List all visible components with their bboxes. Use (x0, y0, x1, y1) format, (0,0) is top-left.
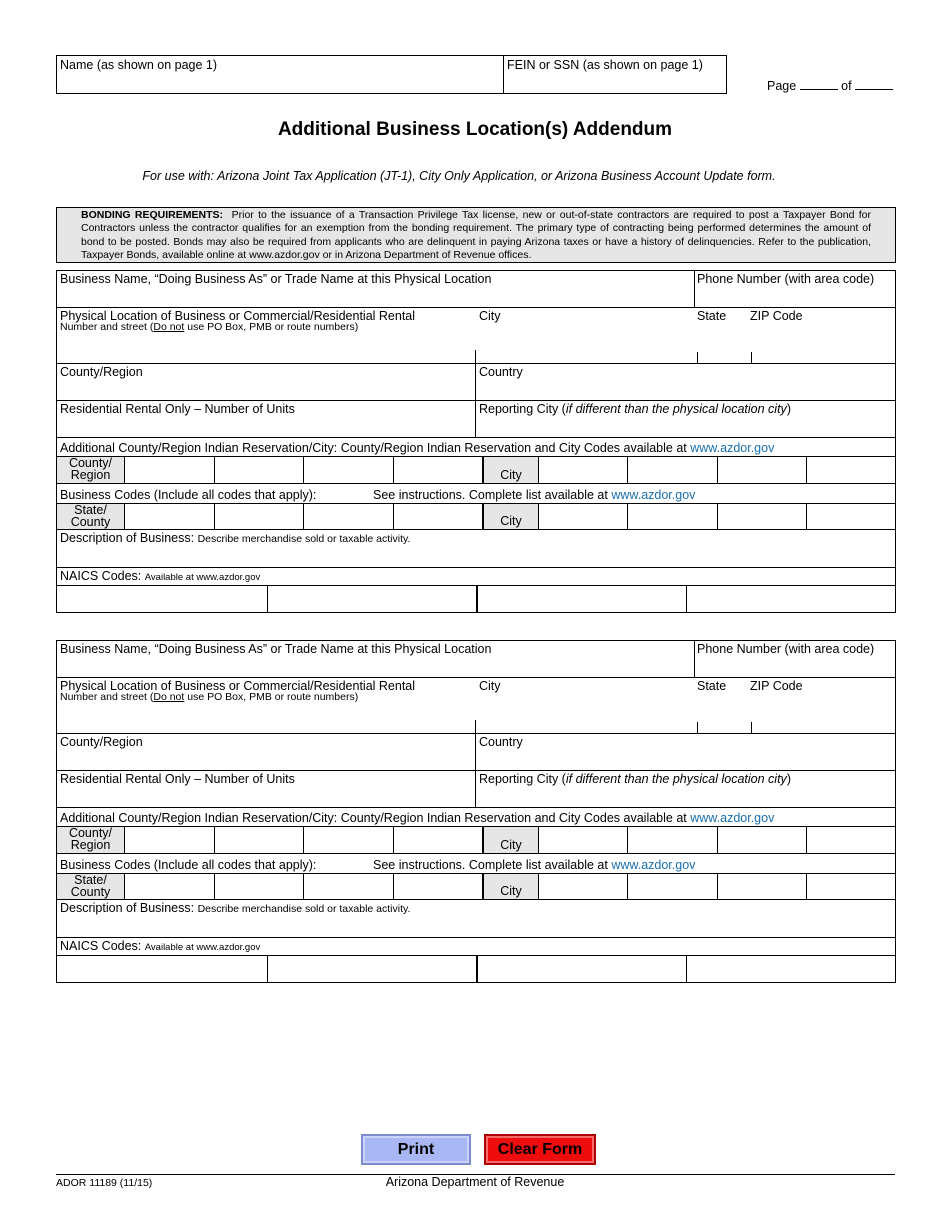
residential-units-label: Residential Rental Only – Number of Units (60, 402, 295, 416)
county-region-cell-label: County/ Region (68, 456, 113, 482)
country-label: Country (479, 735, 523, 749)
city-cell-label: City (500, 838, 522, 852)
city-input[interactable] (479, 335, 693, 351)
residential-units-label: Residential Rental Only – Number of Units (60, 772, 295, 786)
county-region-input[interactable] (60, 381, 472, 398)
zip-input[interactable] (754, 705, 892, 721)
page-total-field[interactable] (855, 80, 893, 90)
reporting-city-input[interactable] (479, 418, 892, 435)
street-label: Number and street (Do not use PO Box, PMB or route numbers) (60, 321, 359, 333)
zip-label: ZIP Code (750, 309, 803, 323)
page-title: Additional Business Location(s) Addendum (277, 119, 673, 140)
city-cell-label: City (500, 884, 522, 898)
page-subtitle: For use with: Arizona Joint Tax Application (JT-1), City Only Application, or Arizona Business Account Update form. (142, 169, 776, 183)
state-input[interactable] (700, 705, 748, 721)
zip-label: ZIP Code (750, 679, 803, 693)
description-label: Description of Business: Describe merchandise sold or taxable activity. (60, 531, 411, 545)
phone-label: Phone Number (with area code) (697, 272, 875, 286)
naics-label: NAICS Codes: Available at www.azdor.gov (60, 569, 261, 583)
units-input[interactable] (60, 418, 472, 435)
fein-label: FEIN or SSN (as shown on page 1) (507, 58, 703, 72)
location-block (56, 640, 896, 983)
street-label: Number and street (Do not use PO Box, PMB or route numbers) (60, 691, 359, 703)
business-codes-instructions: See instructions. Complete list available at www.azdor.gov (373, 488, 696, 502)
county-region-label: County/Region (60, 365, 143, 379)
phone-input[interactable] (697, 288, 892, 305)
business-codes-label: Business Codes (Include all codes that apply): (60, 488, 317, 502)
print-button[interactable]: Print (361, 1134, 471, 1165)
page-label: Page (767, 79, 797, 93)
reporting-city-label: Reporting City (if different than the physical location city) (479, 772, 791, 786)
city-input[interactable] (479, 705, 693, 721)
units-input[interactable] (60, 788, 472, 805)
state-label: State (697, 679, 727, 693)
business-name-input[interactable] (60, 658, 690, 675)
reporting-city-label: Reporting City (if different than the physical location city) (479, 402, 791, 416)
page-number-field[interactable] (800, 80, 838, 90)
zip-input[interactable] (754, 335, 892, 351)
location-block (56, 270, 896, 613)
name-label: Name (as shown on page 1) (60, 58, 218, 72)
city-label: City (479, 679, 501, 693)
name-field-box[interactable] (56, 55, 504, 94)
bonding-heading: BONDING REQUIREMENTS: (81, 209, 223, 221)
naics-label: NAICS Codes: Available at www.azdor.gov (60, 939, 261, 953)
state-county-cell-label: State/ County (70, 873, 111, 899)
fein-field-box[interactable] (503, 55, 727, 94)
azdor-link[interactable]: www.azdor.gov (690, 441, 775, 455)
bonding-requirements (56, 207, 896, 263)
additional-jurisdiction-label: Additional County/Region Indian Reservation/City: County/Region Indian Reservation and City Codes available at www.azdor.gov (60, 441, 775, 455)
state-label: State (697, 309, 727, 323)
azdor-link[interactable]: www.azdor.gov (611, 488, 696, 502)
form-id: ADOR 11189 (11/15) (56, 1177, 153, 1189)
page-number (767, 79, 893, 93)
city-label: City (479, 309, 501, 323)
business-name-input[interactable] (60, 288, 690, 305)
of-label: of (841, 79, 852, 93)
physical-location-label: Physical Location of Business or Commercial/Residential Rental (60, 679, 416, 693)
reporting-city-input[interactable] (479, 788, 892, 805)
business-codes-instructions: See instructions. Complete list available at www.azdor.gov (373, 858, 696, 872)
country-input[interactable] (479, 751, 892, 768)
clear-form-button[interactable]: Clear Form (484, 1134, 596, 1165)
county-region-label: County/Region (60, 735, 143, 749)
county-region-cell-label: County/ Region (68, 826, 113, 852)
country-label: Country (479, 365, 523, 379)
description-label: Description of Business: Describe merchandise sold or taxable activity. (60, 901, 411, 915)
description-input[interactable] (60, 545, 892, 565)
phone-input[interactable] (697, 658, 892, 675)
azdor-link[interactable]: www.azdor.gov (611, 858, 696, 872)
azdor-link[interactable]: www.azdor.gov (690, 811, 775, 825)
state-county-cell-label: State/ County (70, 503, 111, 529)
city-cell-label: City (500, 468, 522, 482)
business-name-label: Business Name, “Doing Business As” or Trade Name at this Physical Location (60, 272, 492, 286)
state-input[interactable] (700, 335, 748, 351)
street-input[interactable] (60, 335, 472, 361)
business-codes-label: Business Codes (Include all codes that apply): (60, 858, 317, 872)
description-input[interactable] (60, 915, 892, 935)
county-region-input[interactable] (60, 751, 472, 768)
additional-jurisdiction-label: Additional County/Region Indian Reservation/City: County/Region Indian Reservation and City Codes available at www.azdor.gov (60, 811, 775, 825)
city-cell-label: City (500, 514, 522, 528)
country-input[interactable] (479, 381, 892, 398)
agency-name: Arizona Department of Revenue (385, 1175, 565, 1189)
business-name-label: Business Name, “Doing Business As” or Trade Name at this Physical Location (60, 642, 492, 656)
street-input[interactable] (60, 705, 472, 731)
bonding-text: Prior to the issuance of a Transaction Privilege Tax license, new or out-of-state contractors are required to post a Taxpayer Bond for Contractors unless the contractor qualifies for an exemption from the bonding requirement. The primary type of contracting being performed determines the amount of bond to be posted. Bonds may also be required from applicants who are delinquent in paying Arizona taxes or have a history of delinquencies. Refer to the publication, Taxpayer Bonds, available online at www.azdor.gov or in Arizona Department of Revenue offices. (81, 209, 871, 261)
physical-location-label: Physical Location of Business or Commercial/Residential Rental (60, 309, 416, 323)
phone-label: Phone Number (with area code) (697, 642, 875, 656)
